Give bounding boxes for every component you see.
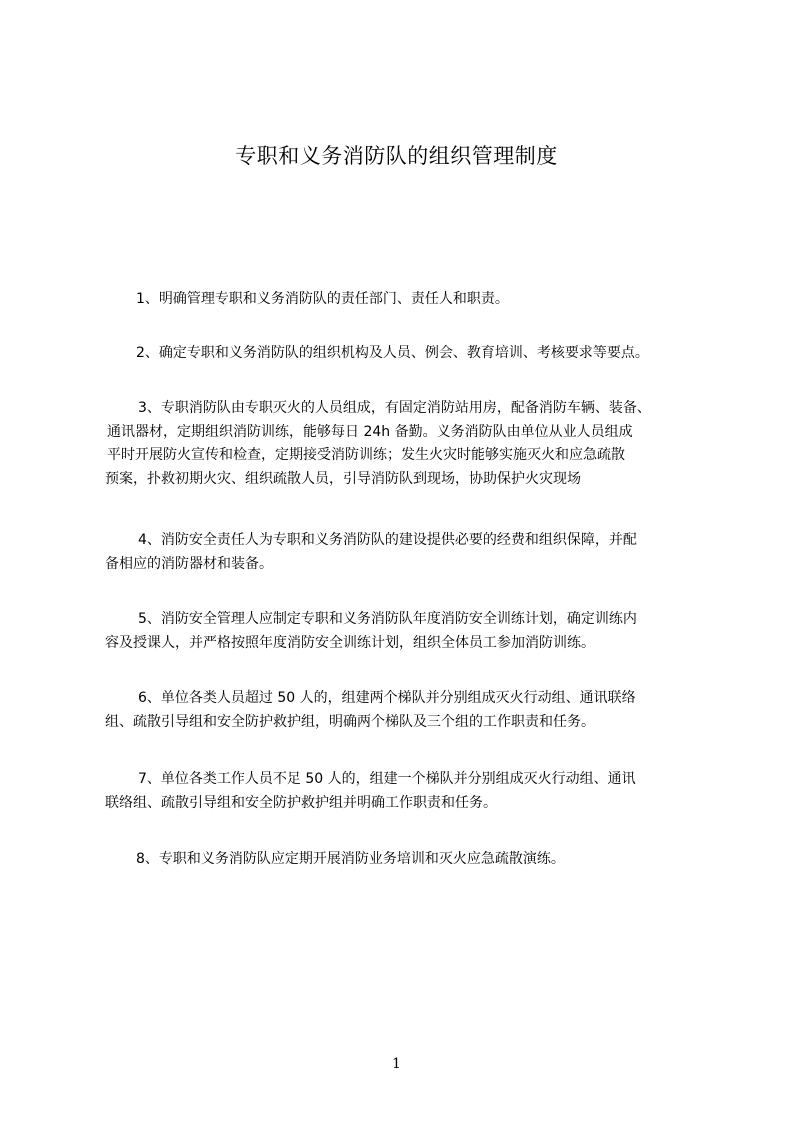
paragraph-8: [105, 848, 725, 872]
paragraph-line: 2、确定专职和义务消防队的组织机构及人员、例会、教育培训、考核要求等要点。: [136, 345, 649, 361]
page-number: 1: [392, 1056, 401, 1072]
paragraph-2: [105, 342, 725, 366]
paragraph-line: 组、疏散引导组和安全防护救护组，明确两个梯队及三个组的工作职责和任务。: [105, 713, 595, 730]
paragraph-7: [105, 768, 725, 815]
paragraph-line: 联络组、疏散引导组和安全防护救护组并明确工作职责和任务。: [105, 794, 497, 811]
paragraph-line: 8、专职和义务消防队应定期开展消防业务培训和灭火应急疏散演练。: [136, 851, 565, 867]
paragraph-line: 3、专职消防队由专职灭火的人员组成，有固定消防站用房，配备消防车辆、装备、: [138, 400, 651, 416]
paragraph-line: 4、消防安全责任人为专职和义务消防队的建设提供必要的经费和组织保障，并配: [138, 532, 637, 548]
paragraph-line: 1、明确管理专职和义务消防队的责任部门、责任人和职责。: [136, 291, 509, 307]
paragraph-1: [105, 288, 725, 312]
paragraph-line: 6、单位各类人员超过 50 人的，组建两个梯队并分别组成灭火行动组、通讯联络: [138, 690, 636, 706]
paragraph-line: 7、单位各类工作人员不足 50 人的，组建一个梯队并分别组成灭火行动组、通讯: [138, 771, 636, 787]
paragraph-line: 预案，扑救初期火灾、组织疏散人员，引导消防队到现场，协助保护火灾现场: [105, 470, 581, 487]
paragraph-5: [105, 608, 725, 655]
paragraph-line: 备相应的消防器材和装备。: [105, 555, 273, 572]
document-title: 专职和义务消防队的组织管理制度: [235, 144, 558, 168]
paragraph-6: [105, 687, 725, 734]
paragraph-line: 平时开展防火宣传和检查，定期接受消防训练；发生火灾时能够实施灭火和应急疏散: [107, 447, 625, 463]
paragraph-line: 容及授课人，并严格按照年度消防安全训练计划，组织全体员工参加消防训练。: [105, 634, 595, 651]
paragraph-3: [105, 397, 725, 491]
paragraph-line: 5、消防安全管理人应制定专职和义务消防队年度消防安全训练计划，确定训练内: [138, 611, 637, 627]
paragraph-line: 通讯器材，定期组织消防训练，能够每日 24h 备勤。义务消防队由单位从业人员组成: [107, 423, 633, 440]
paragraph-4: [105, 529, 725, 576]
